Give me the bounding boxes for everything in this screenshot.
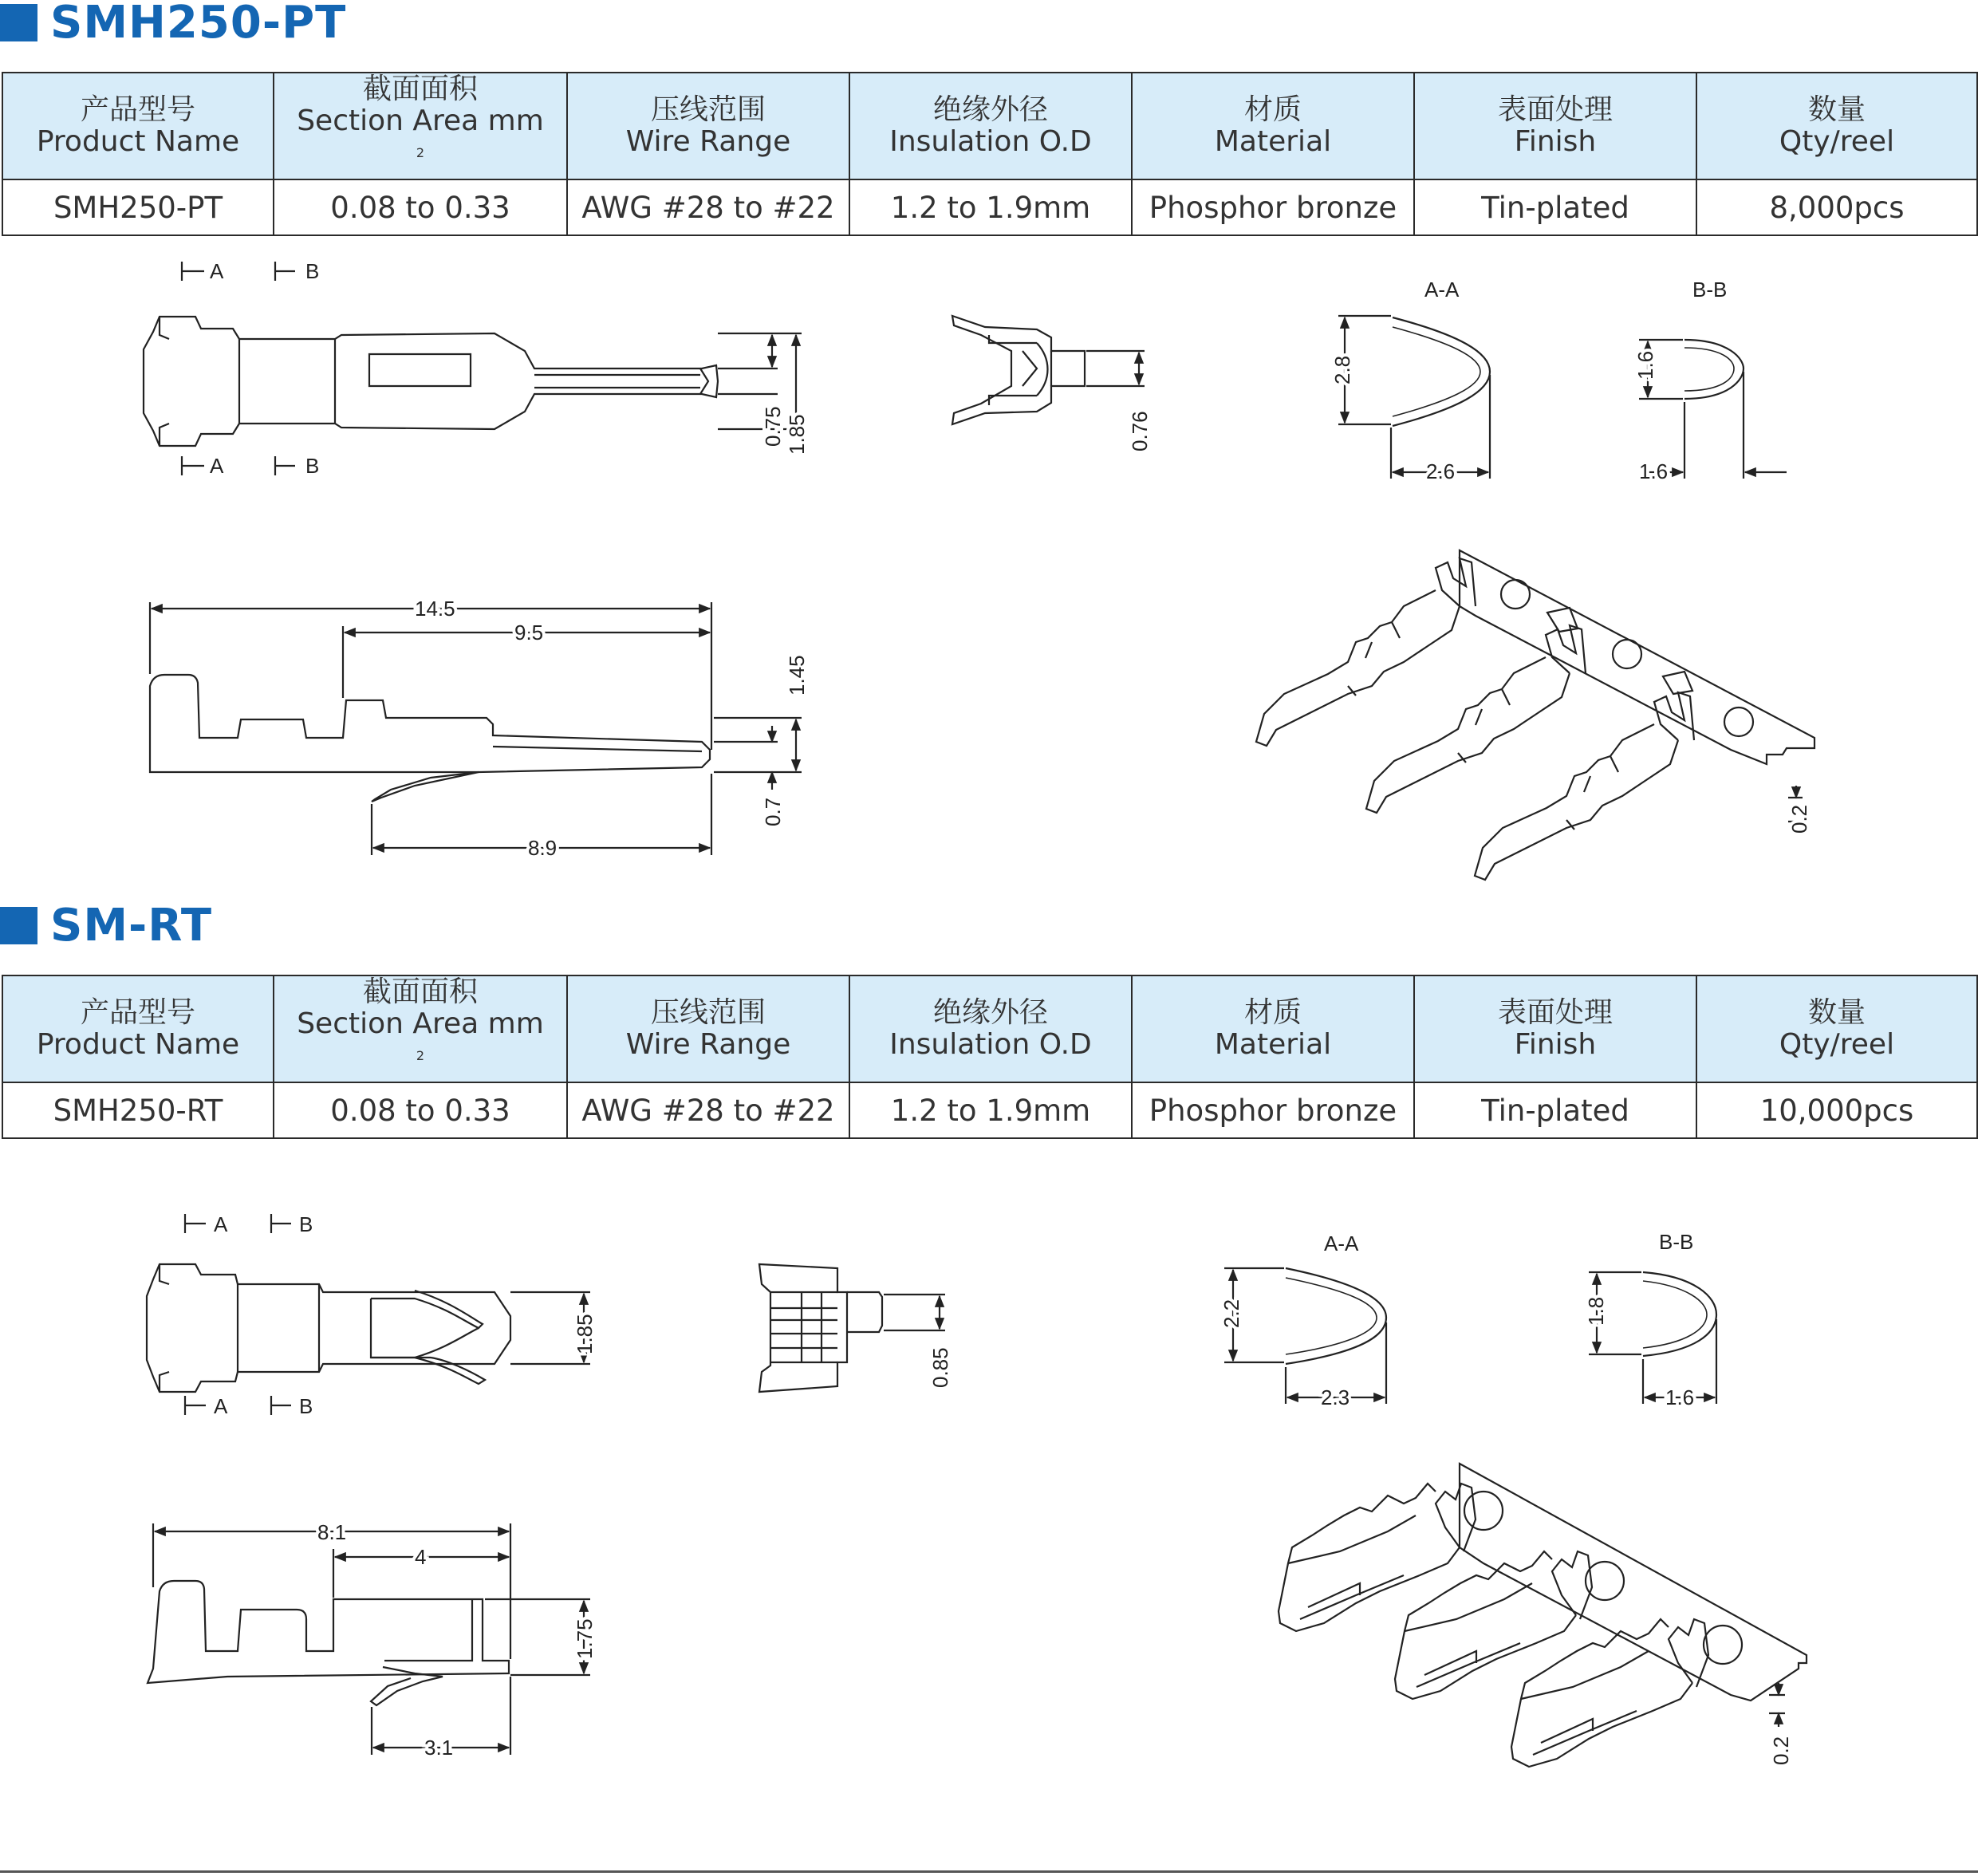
dim-rt-bb-w: 1.6 [1665,1385,1695,1409]
dim-pt-bb-w: 1.6 [1639,459,1669,483]
pt-front-dims [1086,351,1145,386]
header-section-area: 截面面积 Section Area mm $^2$ [274,73,567,179]
sec-label-a: A [214,1212,228,1236]
dim-rt-front: 0.85 [928,1347,952,1388]
pt-iso-strip [1256,550,1814,880]
rt-top-view [147,1264,510,1392]
rt-side-dims [153,1523,590,1755]
dim-pt-top-a: 0.75 [761,406,785,447]
cell-qty: 8,000pcs [1696,179,1977,235]
dim-pt-strip-t: 0.2 [1787,804,1811,834]
header-section-area: 截面面积 Section Area mm $^2$ [274,975,567,1082]
cell-finish: Tin-plated [1414,1082,1696,1138]
pt-iso-terminal [1366,625,1586,813]
header-product-name: 产品型号 Product Name [2,975,274,1082]
rt-front-dims [884,1295,945,1330]
header-insulation: 绝缘外径 Insulation O.D [849,73,1132,179]
sec-label-a: A [210,259,224,283]
cell-qty: 10,000pcs [1696,1082,1977,1138]
dim-rt-side-h1: 1.75 [573,1618,597,1659]
view-label-bb: B-B [1659,1230,1694,1254]
header-material: 材质 Material [1132,975,1414,1082]
rt-section-bb [1589,1272,1716,1404]
cell-finish: Tin-plated [1414,179,1696,235]
pt-top-view [144,317,718,446]
view-label-aa: A-A [1324,1232,1359,1255]
dim-pt-side-h1: 1.45 [785,655,809,696]
sec-label-a: A [210,454,224,478]
header-finish: 表面处理 Finish [1414,73,1696,179]
sec-label-a: A [214,1394,228,1418]
header-material: 材质 Material [1132,73,1414,179]
dim-pt-side-mid: 9.5 [514,621,544,644]
sec-label-b: B [305,259,320,283]
dim-pt-top-b: 1.85 [785,414,809,455]
cell-insulation: 1.2 to 1.9mm [849,179,1132,235]
pt-side-view [150,675,710,802]
sec-label-b: B [305,454,320,478]
pt-section-aa [1338,316,1490,479]
header-qty: 数量 Qty/reel [1696,975,1977,1082]
dim-rt-bb-h: 1.8 [1584,1296,1608,1326]
header-insulation: 绝缘外径 Insulation O.D [849,975,1132,1082]
sec-label-b: B [299,1394,313,1418]
dim-pt-front: 0.76 [1128,411,1152,451]
header-wire-range: 压线范围 Wire Range [567,73,849,179]
dim-rt-side-mid: 4 [415,1545,427,1569]
section-title-text: SM-RT [50,899,213,952]
cell-material: Phosphor bronze [1132,179,1414,235]
pt-section-bb [1639,340,1787,479]
pt-front-view [952,316,1085,424]
cell-wire-range: AWG #28 to #22 [567,179,849,235]
dim-pt-side-h2: 0.7 [761,797,785,826]
rt-iso-strip [1279,1464,1807,1767]
dim-pt-bb-h: 1.6 [1633,350,1657,380]
cell-insulation: 1.2 to 1.9mm [849,1082,1132,1138]
cell-wire-range: AWG #28 to #22 [567,1082,849,1138]
cell-material: Phosphor bronze [1132,1082,1414,1138]
bottom-divider [0,1870,1978,1873]
pt-side-dims [150,602,802,855]
dimension-values [317,351,1811,1765]
dim-rt-side-total: 8.1 [317,1520,347,1544]
dim-pt-side-bottom: 8.9 [528,836,558,860]
dim-rt-strip-t: 0.2 [1769,1736,1793,1765]
dim-pt-aa-h: 2.8 [1330,355,1354,384]
pt-iso-terminal [1256,558,1476,746]
dim-rt-top-a: 1.85 [573,1314,597,1354]
view-label-aa: A-A [1424,278,1460,302]
header-qty: 数量 Qty/reel [1696,73,1977,179]
dim-rt-aa-w: 2.3 [1321,1385,1350,1409]
view-labels [210,259,1727,1418]
dim-pt-aa-w: 2.6 [1426,459,1456,483]
cell-section-area: 0.08 to 0.33 [274,179,567,235]
rt-section-aa [1224,1268,1386,1404]
rt-front-view [759,1264,882,1392]
header-product-name: 产品型号 Product Name [2,73,274,179]
header-wire-range: 压线范围 Wire Range [567,975,849,1082]
cell-product-name: SMH250-PT [2,179,274,235]
dim-rt-aa-h: 2.2 [1220,1299,1243,1328]
rt-side-view [148,1581,509,1705]
pt-iso-terminal [1475,692,1694,880]
dim-pt-side-total: 14.5 [415,597,455,621]
header-finish: 表面处理 Finish [1414,975,1696,1082]
dim-rt-side-bottom: 3.1 [424,1736,454,1760]
sec-label-b: B [299,1212,313,1236]
rt-iso-terminal [1279,1484,1476,1631]
view-label-bb: B-B [1692,278,1728,302]
cell-section-area: 0.08 to 0.33 [274,1082,567,1138]
section-title-text: SMH250-PT [50,0,347,49]
cell-product-name: SMH250-RT [2,1082,274,1138]
